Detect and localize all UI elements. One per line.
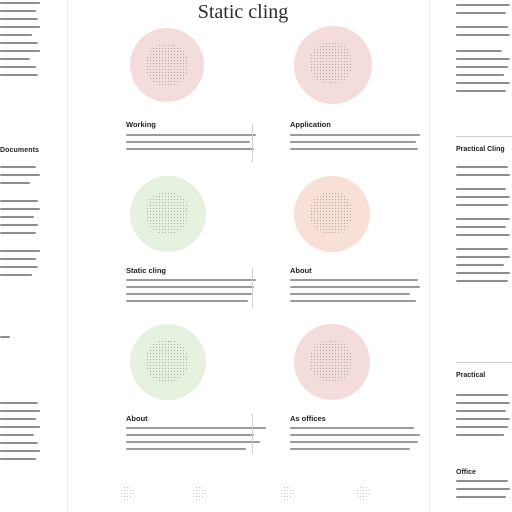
- card-title: Working: [126, 120, 156, 129]
- card-title: Static cling: [126, 266, 167, 275]
- column-separator: [252, 124, 253, 162]
- green-circle-illustration: [130, 176, 206, 252]
- card-3: [98, 176, 248, 306]
- right-section-title: Practical: [456, 372, 486, 379]
- card-2: [262, 26, 412, 156]
- right-divider: [429, 0, 430, 512]
- card-title: About: [290, 266, 312, 275]
- left-sidebar-heading: Documents: [0, 147, 40, 154]
- peach-circle-illustration: [294, 176, 370, 252]
- green-circle-illustration: [130, 324, 206, 400]
- page-title: Static cling: [197, 1, 289, 23]
- column-separator: [252, 268, 253, 308]
- column-separator: [252, 414, 253, 454]
- card-title: Application: [290, 120, 331, 129]
- card-5: [98, 324, 248, 474]
- left-divider: [67, 0, 68, 512]
- right-section-title: Office: [456, 469, 476, 476]
- pink-circle-illustration: [294, 26, 372, 104]
- card-6: [262, 324, 412, 474]
- right-section-title: Practical Cling: [456, 146, 505, 153]
- card-title: As offices: [290, 414, 326, 423]
- card-1: [98, 28, 248, 156]
- card-title: About: [126, 414, 148, 423]
- pink-circle-illustration: [130, 28, 204, 102]
- footer-decoration: [120, 486, 400, 506]
- left-sidebar: [0, 0, 46, 512]
- main-content: [72, 0, 427, 512]
- card-4: [262, 176, 412, 306]
- right-sidebar: [450, 0, 512, 512]
- pink-circle-illustration: [294, 324, 370, 400]
